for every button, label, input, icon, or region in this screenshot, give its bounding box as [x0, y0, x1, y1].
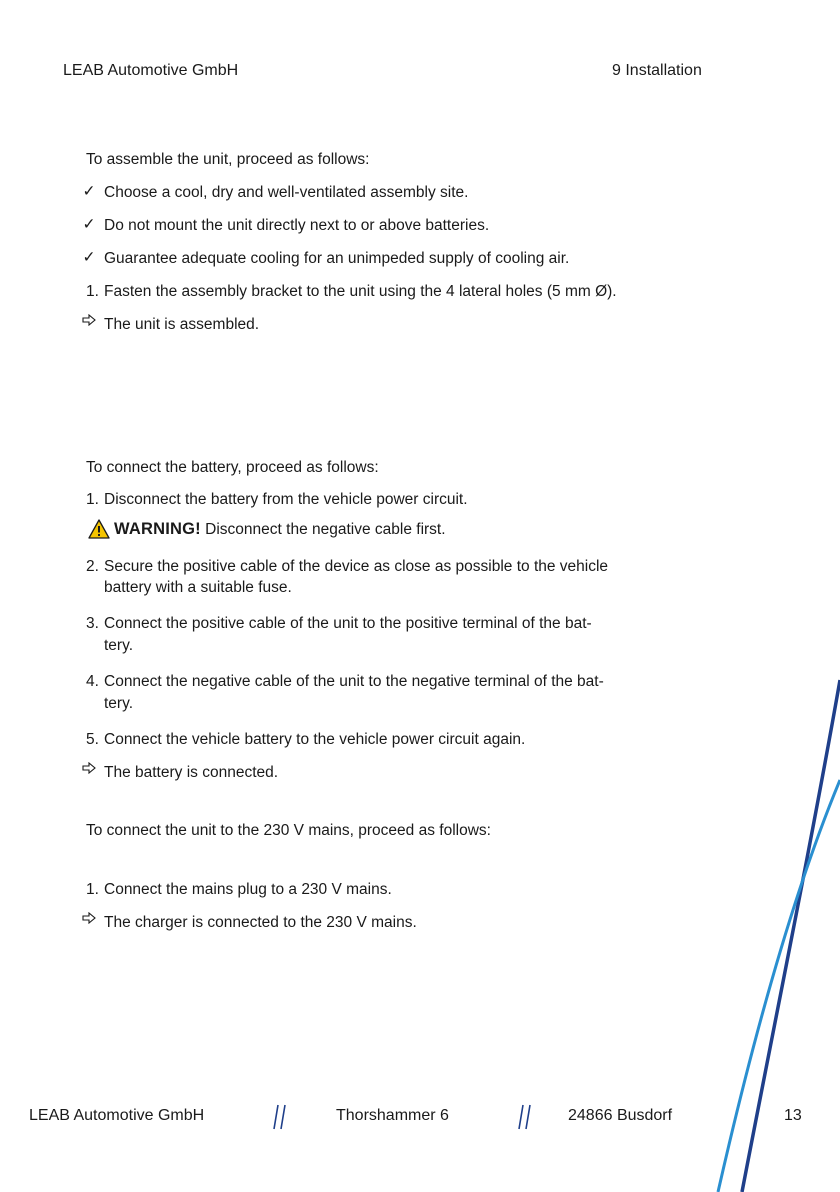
- step-text-continued: battery with a suitable fuse.: [104, 579, 292, 596]
- double-slash-icon: [517, 1104, 533, 1135]
- check-text: Choose a cool, dry and well-ventilated assembly site.: [104, 184, 469, 201]
- step-text: Connect the mains plug to a 230 V mains.: [104, 881, 392, 898]
- step-number: 1.: [86, 881, 99, 898]
- step-number: 1.: [86, 283, 99, 300]
- header-company: LEAB Automotive GmbH: [63, 62, 239, 79]
- double-slash-icon: [272, 1104, 288, 1135]
- footer-city: 24866 Busdorf: [568, 1107, 673, 1124]
- result-text: The battery is connected.: [104, 764, 279, 781]
- page-number: 13: [784, 1107, 802, 1124]
- step-number: 4.: [86, 673, 99, 690]
- step-text: Fasten the assembly bracket to the unit using the 4 lateral holes (5 mm Ø).: [104, 283, 617, 300]
- step-text-continued: tery.: [104, 695, 133, 712]
- step-text: Connect the negative cable of the unit to the negative terminal of the bat-: [104, 673, 604, 690]
- warning-label: WARNING!: [114, 520, 201, 538]
- check-icon: ✓: [82, 249, 96, 266]
- footer-street: Thorshammer 6: [336, 1107, 449, 1124]
- mains-intro: To connect the unit to the 230 V mains, proceed as follows:: [86, 822, 491, 839]
- header-chapter: 9 Installation: [612, 62, 702, 79]
- step-number: 3.: [86, 615, 99, 632]
- step-number: 2.: [86, 558, 99, 575]
- assembly-intro: To assemble the unit, proceed as follows:: [86, 151, 370, 168]
- check-text: Guarantee adequate cooling for an unimpeded supply of cooling air.: [104, 250, 570, 267]
- footer-company: LEAB Automotive GmbH: [29, 1107, 205, 1124]
- step-text: Connect the positive cable of the unit to the positive terminal of the bat-: [104, 615, 592, 632]
- check-icon: ✓: [82, 183, 96, 200]
- step-text: Disconnect the battery from the vehicle power circuit.: [104, 491, 468, 508]
- result-text: The charger is connected to the 230 V mains.: [104, 914, 417, 931]
- battery-intro: To connect the battery, proceed as follows:: [86, 459, 379, 476]
- check-icon: ✓: [82, 216, 96, 233]
- step-number: 5.: [86, 731, 99, 748]
- result-text: The unit is assembled.: [104, 316, 260, 333]
- step-text: Connect the vehicle battery to the vehicle power circuit again.: [104, 731, 526, 748]
- step-text-continued: tery.: [104, 637, 133, 654]
- step-text: Secure the positive cable of the device as close as possible to the vehicle: [104, 558, 609, 575]
- warning-text: Disconnect the negative cable first.: [205, 521, 446, 538]
- check-text: Do not mount the unit directly next to or above batteries.: [104, 217, 490, 234]
- step-number: 1.: [86, 491, 99, 508]
